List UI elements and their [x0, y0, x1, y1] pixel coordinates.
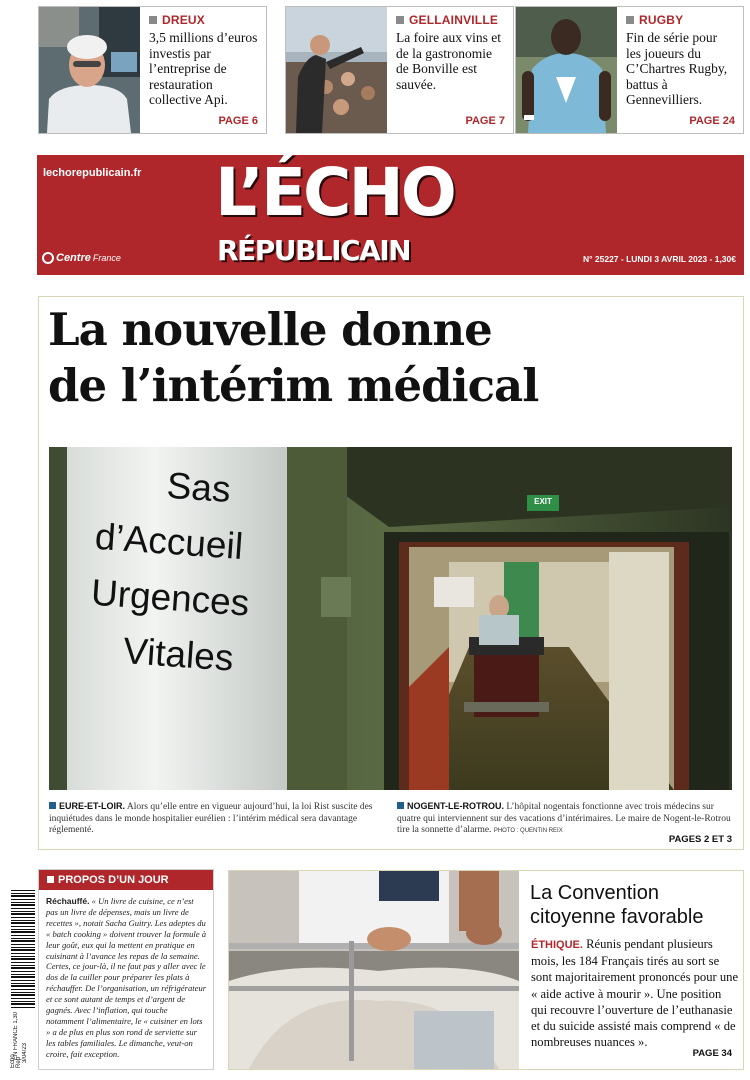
caption-left: EURE-ET-LOIR. Alors qu’elle entre en vigueur aujourd’hui, la loi Rist suscite des inquiétudes dans le monde hospitalier eurélien : l’intérim médical sera davantage réglementé. — [49, 801, 373, 835]
teaser-page-link[interactable]: PAGE 24 — [689, 115, 735, 127]
masthead-title-top: L’ÉCHO — [215, 154, 454, 231]
teaser-rugby[interactable] — [515, 6, 744, 134]
main-pages-link[interactable]: PAGES 2 ET 3 — [668, 834, 732, 845]
masthead — [37, 155, 744, 275]
barcode — [11, 888, 35, 1068]
convention-story[interactable] — [228, 870, 744, 1070]
barcode-date: 3/04/23 — [22, 1043, 28, 1064]
convention-body: ÉTHIQUE. Réunis pendant plusieurs mois, les 184 Français tirés au sort se sont majoritairement prononcés pour une « aide active à mourir ». Une position qui recouvre l’ouverture de l’euthanasie et du suicide assisté mais comprend « de nombreuses nuances ». — [531, 937, 739, 1050]
teaser-page-link[interactable]: PAGE 6 — [218, 115, 258, 127]
teaser-page-link[interactable]: PAGE 7 — [465, 115, 505, 127]
barcode-code: Echo Rep — [10, 1054, 22, 1068]
centre-france-icon — [42, 252, 54, 264]
barcode-price: EN FRANCE 1,30 — [13, 1012, 19, 1061]
photo-credit: PHOTO : QUENTIN REIX — [493, 828, 563, 834]
main-headline[interactable]: La nouvelle donne de l’intérim médical — [48, 303, 539, 412]
issue-info: N° 25227 - LUNDI 3 AVRIL 2023 - 1,30€ — [582, 254, 736, 264]
teaser-kicker: GELLAINVILLE — [396, 13, 505, 27]
caption-marker — [49, 802, 56, 809]
teaser-photo-gellainville — [286, 7, 387, 133]
convention-page-link[interactable]: PAGE 34 — [692, 1048, 732, 1059]
teaser-body: Fin de série pour les joueurs du C’Chartres Rugby, battus à Gennevilliers. — [626, 30, 728, 107]
main-photo — [49, 447, 732, 790]
masthead-title-bottom: RÉPUBLICAIN — [217, 234, 411, 267]
convention-title: La Convention citoyenne favorable — [530, 882, 704, 928]
teaser-photo-rugby — [516, 7, 617, 133]
propos-header: PROPOS D’UN JOUR — [39, 870, 213, 890]
teaser-gellainville[interactable] — [285, 6, 514, 134]
caption-marker — [397, 802, 404, 809]
teaser-dreux[interactable] — [38, 6, 267, 134]
propos-column[interactable] — [38, 869, 214, 1070]
site-url[interactable]: lechorepublicain.fr — [43, 167, 142, 179]
teaser-kicker: DREUX — [149, 13, 258, 27]
teaser-body: La foire aux vins et de la gastronomie de Bonville est sauvée. — [396, 30, 501, 92]
sign-text: Sas d’Accueil Urgences Vitales — [89, 464, 251, 679]
teaser-photo-dreux — [39, 7, 140, 133]
convention-photo — [229, 871, 519, 1069]
teaser-kicker: RUGBY — [626, 13, 735, 27]
barcode-bars — [11, 888, 35, 1008]
teaser-body: 3,5 millions d’euros investis par l’entreprise de restauration collective Api. — [149, 30, 258, 107]
propos-body: Réchauffé. « Un livre de cuisine, ce n’est pas un livre de dépenses, mais un livre de recettes », notait Sacha Guitry. Les adeptes du « batch cooking » doivent trouver la formule à leur goût, eux qui la mettent en pratique en cuisinant à l’avance les repas de la semaine. Certes, ce jour-là, il ne faut pas y aller avec le dos de la cuiller pour préparer les plats à réchauffer. De l’organisation, un réfrigérateur et ce sont autant de temps et d’argent de gagnés. Avec l’inflation, qui touche notamment l’alimentaire, le « cuisiner en lots » a de plus en plus son rond de serviette sur les tables familiales. Le dimanche, veut-on croire, fait exception. — [46, 896, 207, 1059]
caption-right: NOGENT-LE-ROTROU. L’hôpital nogentais fonctionne avec trois médecins sur quatre qui interviennent sur des vacations d’intérimaires. Le maire de Nogent-le-Rotrou tire la sonnette d’alarme. PHOTO : QUENTIN REIX — [397, 801, 731, 835]
exit-sign: EXIT — [534, 497, 552, 506]
centre-france-logo: Centre France — [42, 252, 121, 264]
